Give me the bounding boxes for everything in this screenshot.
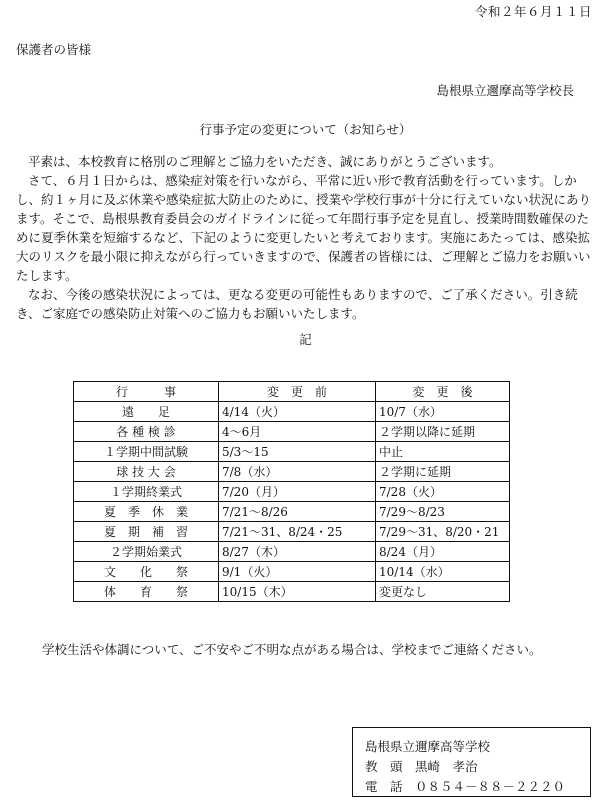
table-row — [74, 402, 510, 422]
before-cell: 7/8（水） — [219, 462, 376, 482]
recipient: 保護者の皆様 — [16, 42, 92, 57]
schedule-table — [73, 381, 510, 602]
after-cell: 中止 — [376, 442, 510, 462]
table-row — [74, 542, 510, 562]
before-cell: 4/14（火） — [219, 402, 376, 422]
event-cell: 文 化 祭 — [74, 562, 219, 582]
event-cell: 各 種 検 診 — [74, 422, 219, 442]
ki-heading: 記 — [299, 332, 312, 347]
table-row — [74, 562, 510, 582]
paragraph-main: さて、６月１日からは、感染症対策を行いながら、平常に近い形で教育活動を行っています。しかし、約１ヶ月に及ぶ休業や感染症拡大防止のために、授業や学校行事が十分に行えていない状況にあります。そこで、島根県教育委員会のガイドラインに従って年間行事予定を見直し、授業時間数確保のために夏季休業を短縮するなど、下記のように変更したいと考えております。実施にあたっては、感染拡大のリスクを最小限に抑えながら行っていきますので、保護者の皆様には、ご理解とご協力をお願いいたします。 — [16, 173, 592, 283]
before-cell: 7/20（月） — [219, 482, 376, 502]
table-row — [74, 462, 510, 482]
closing-note: 学校生活や体調について、ご不安やご不明な点がある場合は、学校までご連絡ください。 — [42, 642, 542, 657]
paragraph-greeting: 平素は、本校教育に格別のご理解とご協力をいただき、誠にありがとうございます。 — [28, 154, 502, 169]
sender: 島根県立邇摩高等学校長 — [436, 83, 574, 98]
event-cell: 遠 足 — [74, 402, 219, 422]
event-cell: 夏 季 休 業 — [74, 502, 219, 522]
table-row — [74, 482, 510, 502]
contact-phone: 電 話 ０８５４－８８－２２２０ — [365, 779, 566, 794]
table-row — [74, 582, 510, 602]
body-text — [16, 152, 596, 323]
document-date: 令和２年６月１１日 — [474, 4, 592, 19]
after-cell: ２学期以降に延期 — [376, 422, 510, 442]
after-cell: 変更なし — [376, 582, 510, 602]
table-row — [74, 442, 510, 462]
contact-school: 島根県立邇摩高等学校 — [365, 739, 491, 754]
table-row — [74, 422, 510, 442]
table-header-row — [74, 382, 510, 402]
paragraph-note: なお、今後の感染状況によっては、更なる変更の可能性もありますので、ご了承ください。引き続き、ご家庭での感染防止対策へのご協力もお願いいたします。 — [16, 287, 578, 321]
before-cell: 7/21～8/26 — [219, 502, 376, 522]
event-cell: 夏 期 補 習 — [74, 522, 219, 542]
event-cell: １学期中間試験 — [74, 442, 219, 462]
after-cell: 7/29～31、8/20・21 — [376, 522, 510, 542]
before-cell: 10/15（木） — [219, 582, 376, 602]
event-cell: ２学期始業式 — [74, 542, 219, 562]
event-cell: 体 育 祭 — [74, 582, 219, 602]
header-event: 行 事 — [74, 382, 219, 402]
before-cell: 5/3～15 — [219, 442, 376, 462]
table-row — [74, 522, 510, 542]
after-cell: 7/28（火） — [376, 482, 510, 502]
document-title: 行事予定の変更について（お知らせ） — [199, 122, 412, 137]
after-cell: 10/7（水） — [376, 402, 510, 422]
event-cell: １学期終業式 — [74, 482, 219, 502]
after-cell: 10/14（水） — [376, 562, 510, 582]
header-before: 変 更 前 — [219, 382, 376, 402]
before-cell: 9/1（火） — [219, 562, 376, 582]
before-cell: 7/21～31、8/24・25 — [219, 522, 376, 542]
contact-box — [352, 727, 591, 797]
after-cell: 7/29～8/23 — [376, 502, 510, 522]
header-after: 変 更 後 — [376, 382, 510, 402]
contact-person: 教 頭 黒崎 孝治 — [365, 759, 478, 774]
after-cell: 8/24（月） — [376, 542, 510, 562]
before-cell: 4～6月 — [219, 422, 376, 442]
table-row — [74, 502, 510, 522]
after-cell: ２学期に延期 — [376, 462, 510, 482]
before-cell: 8/27（木） — [219, 542, 376, 562]
event-cell: 球 技 大 会 — [74, 462, 219, 482]
